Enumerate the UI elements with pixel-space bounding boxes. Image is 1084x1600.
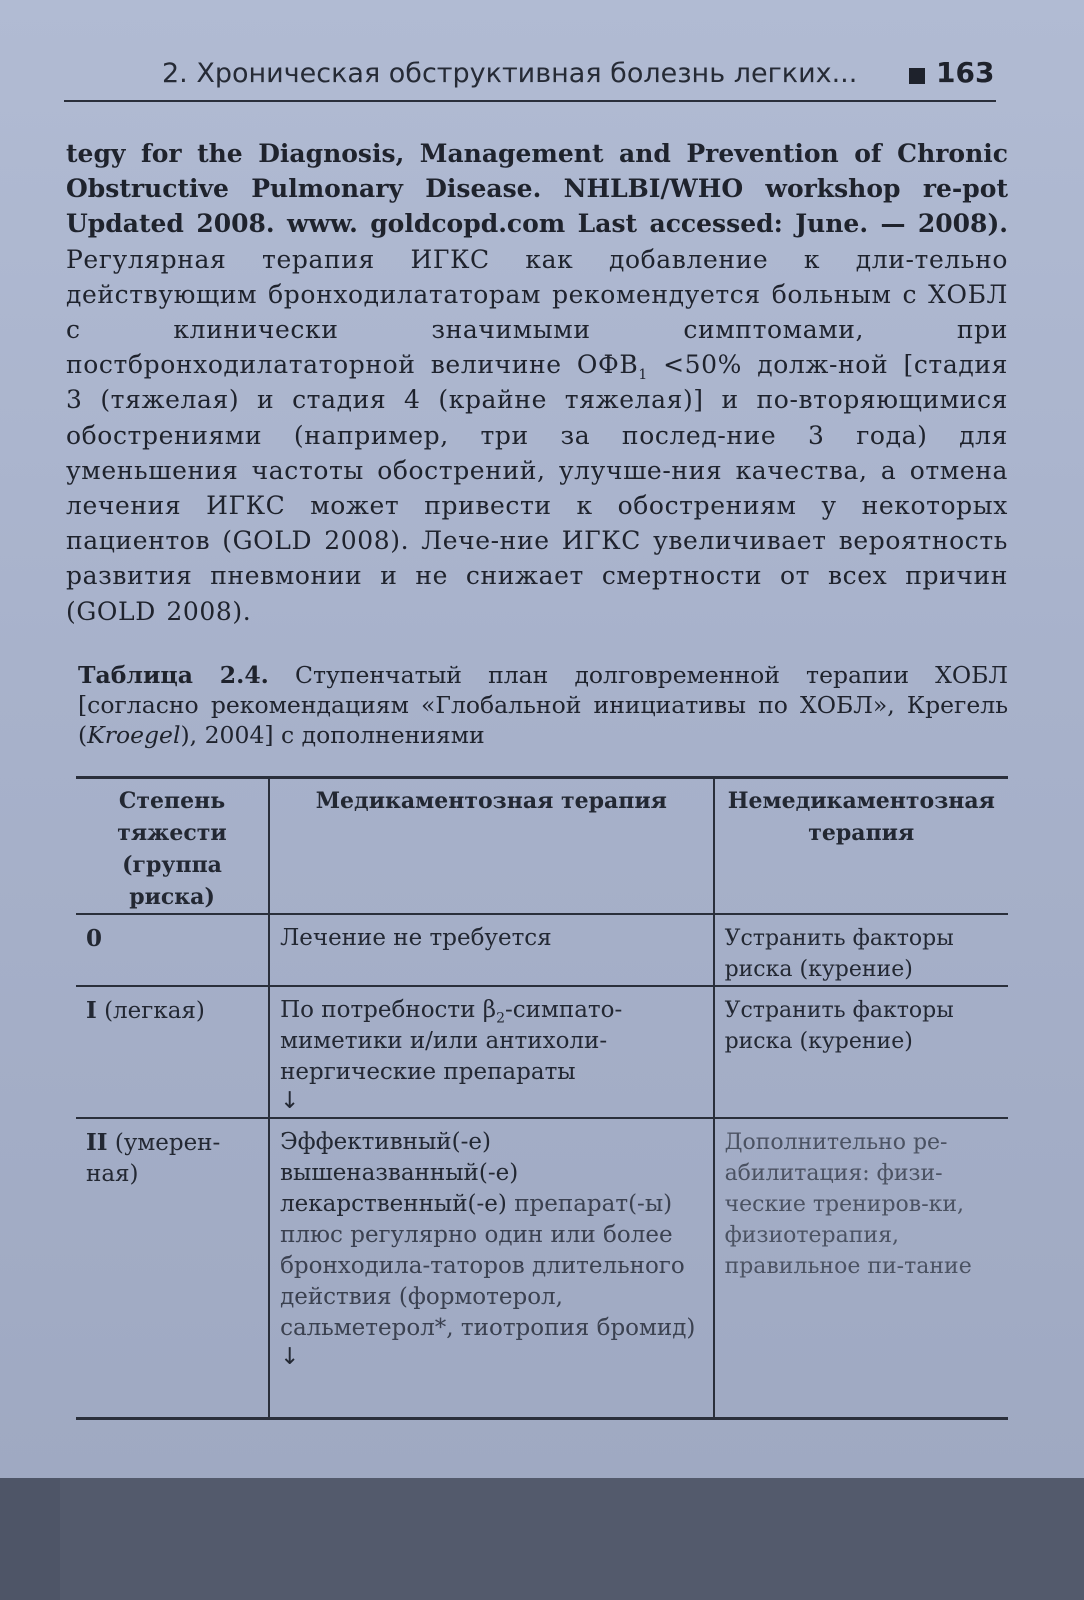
table-row (76, 986, 1008, 1118)
nondrug-therapy-cell (714, 986, 1008, 1118)
grade-cell (76, 1118, 269, 1419)
nondrug-therapy-text: Дополнительно ре-абилитация: физи-ческие трениров-ки, физиотерапия, правильное пи-тание (724, 1130, 972, 1279)
page-bottom-shadow (60, 1478, 1084, 1600)
beta-subscript: 2 (496, 1010, 506, 1027)
table-caption (78, 660, 1008, 750)
grade-number: 0 (86, 925, 103, 952)
table-caption-italic-name: Kroegel (87, 721, 181, 749)
grade-label: (умерен-ная) (86, 1130, 221, 1187)
drug-therapy-cell (269, 914, 714, 986)
header-grade: Степень тяжести (группа риска) (76, 778, 269, 915)
drug-therapy-text: Лечение не требуется (280, 925, 552, 951)
header-nondrug-therapy: Немедикаментозная терапия (714, 778, 1008, 915)
drug-therapy-text: Эффективный(-е) вышеназванный(-е) лекарственный(-е) (280, 1129, 519, 1217)
drug-therapy-text-cont: препарат(-ы) плюс регулярно один или более бронходила-таторов длительного действия (формотерол, сальметерол*, тиотропия бромид) (280, 1191, 696, 1341)
drug-therapy-cell (269, 1118, 714, 1419)
header-drug-therapy: Медикаментозная терапия (269, 778, 714, 915)
table-caption-text-end: ), 2004] с дополнениями (180, 721, 485, 749)
table-caption-label: Таблица 2.4. (78, 661, 269, 689)
running-header (64, 58, 996, 102)
reference-bold-text: tegy for the Diagnosis, Management and Prevention of Chronic Obstructive Pulmonary Disease. NHLBI/WHO workshop re-pot Updated 2008. www. goldcopd.com Last accessed: June. — 2008). (66, 139, 1008, 239)
page-number: 163 (936, 56, 995, 89)
down-arrow-icon: ↓ (280, 1344, 300, 1370)
table-row (76, 914, 1008, 986)
drug-therapy-cell (269, 986, 714, 1118)
nondrug-therapy-cell (714, 1118, 1008, 1419)
fev-subscript: 1 (638, 367, 648, 384)
grade-cell (76, 914, 269, 986)
nondrug-therapy-text: Устранить факторы риска (курение) (724, 926, 954, 982)
drug-therapy-text-cont: -симпато-миметики и/или антихоли-нергические препараты (280, 997, 623, 1085)
nondrug-therapy-text: Устранить факторы риска (курение) (724, 998, 954, 1054)
square-bullet-icon (909, 68, 925, 84)
table-header-row (76, 778, 1008, 915)
grade-number: II (86, 1129, 108, 1156)
therapy-table (76, 776, 1008, 1420)
grade-label: (легкая) (96, 998, 205, 1024)
grade-cell (76, 986, 269, 1118)
paragraph-text-1: Регулярная терапия ИГКС как добавление к дли-тельно действующим бронходилататорам рекомендуется больным с ХОБЛ с клинически значимыми симптомами, при постбронходилататорной величине ОФВ (66, 244, 1008, 380)
body-paragraph (66, 136, 1008, 629)
chapter-title: 2. Хроническая обструктивная болезнь легких... (162, 58, 858, 89)
drug-therapy-text: По потребности β (280, 997, 497, 1023)
grade-number: I (86, 997, 97, 1024)
nondrug-therapy-cell (714, 914, 1008, 986)
down-arrow-icon: ↓ (280, 1088, 300, 1114)
table-row (76, 1118, 1008, 1419)
paragraph-text-2: <50% долж-ной [стадия 3 (тяжелая) и стадия 4 (крайне тяжелая)] и по-вторяющимися обострениями (например, три за послед-ние 3 года) для уменьшения частоты обострений, улучше-ния качества, а отмена лечения ИГКС может привести к обострениям у некоторых пациентов (GOLD 2008). Лече-ние ИГКС увеличивает вероятность развития пневмонии и не снижает смертности от всех причин (GOLD 2008). (66, 350, 1008, 626)
table-caption-text: Ступенчатый план долговременной терапии ХОБЛ [согласно рекомендациям «Глобальной инициативы по ХОБЛ», Крегель ( (78, 661, 1008, 749)
